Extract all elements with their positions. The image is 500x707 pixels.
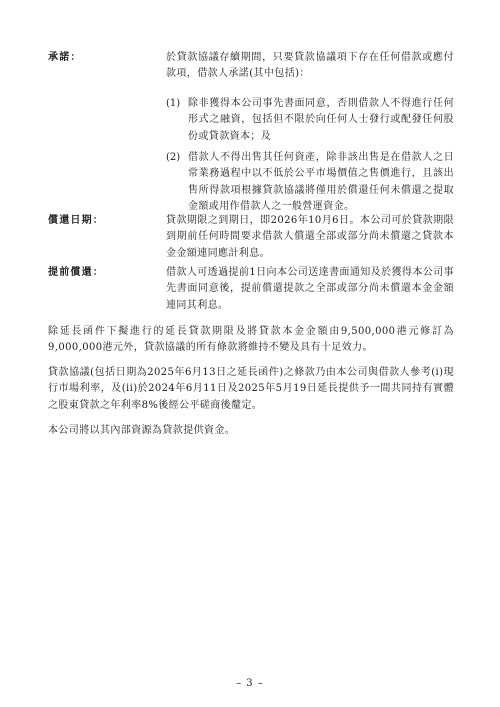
page-number: – 3 –: [236, 678, 264, 689]
undertaking-label: 承諾：: [48, 52, 82, 63]
item-number: (2): [166, 152, 181, 163]
paragraph-terms-basis: 貸款協議(包括日期為2025年6月13日之延長函件)之條款乃由本公司與借款人參考(i)現行市場利率，及(ii)於2024年6月11日及2025年5月19日延長提供予一間共同持有實體之股東貸款之年利率8%後經公平磋商後釐定。: [48, 367, 454, 411]
item-text: 借款人不得出售其任何資產，除非該出售是在借款人之日常業務過程中以不低於公平市場價值之售價進行，且該出售所得款項根據貸款協議將僅用於償還任何未償還之提取金額或用作借款人之一般營運資金。: [188, 152, 454, 212]
undertaking-intro: 於貸款協議存續期間，只要貸款協議項下存在任何借款或應付款項，借款人承諾(其中包括)：: [166, 52, 454, 80]
paragraph-funding: 本公司將以其內部資源為貸款提供資金。: [48, 425, 236, 436]
early-repayment-label: 提前償還：: [48, 267, 104, 278]
item-text: 除非獲得本公司事先書面同意，否則借款人不得進行任何形式之融資，包括但不限於向任何人士發行或配發任何股份或貸款資本；及: [188, 98, 454, 142]
repayment-date-text: 貸款期限之到期日，即2026年10月6日。本公司可於貸款期限到期前任何時間要求借款人償還全部或部分尚未償還之貸款本金金額連同應計利息。: [166, 215, 454, 259]
repayment-date-label: 償還日期：: [48, 215, 104, 226]
paragraph-extension-terms: 除延長函件下擬進行的延長貸款期限及將貸款本金金額由9,500,000港元修訂為9,000,000港元外，貸款協議的所有條款將維持不變及具有十足效力。: [48, 326, 454, 354]
early-repayment-text: 借款人可透過提前1日向本公司送達書面通知及於獲得本公司事先書面同意後，提前償還提款之全部或部分尚未償還本金金額連同其利息。: [166, 267, 454, 311]
item-number: (1): [166, 98, 181, 109]
